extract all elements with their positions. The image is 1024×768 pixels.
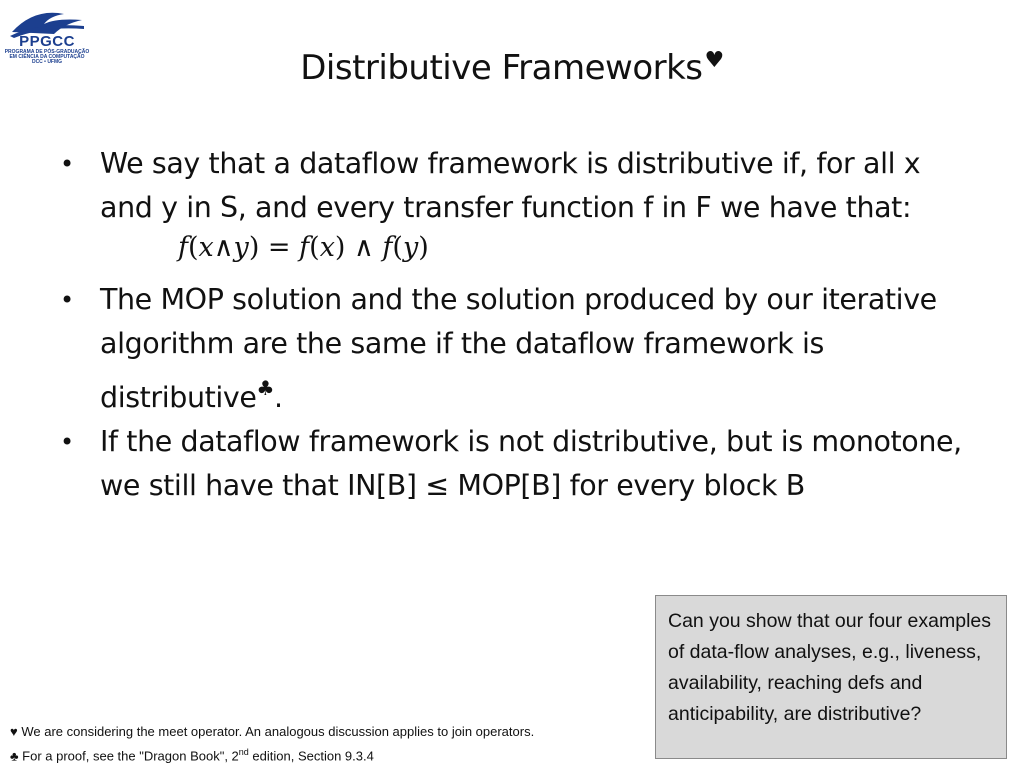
logo-subtitle-line: PROGRAMA DE PÓS-GRADUAÇÃO [4,49,90,55]
bullet-list [58,142,970,508]
bullet-dot-icon: • [60,286,74,314]
footnote-proof [10,742,650,766]
logo-subtitle-line: EM CIÊNCIA DA COMPUTAÇÃO [9,54,85,60]
question-callout [655,595,1007,759]
bullet-dot-icon: • [60,150,74,178]
footnote-superscript: nd [238,747,249,757]
bullet-text: We say that a dataflow framework is distributive if, for all x and y in S, and every transfer function f in F we have that: [100,147,921,224]
footnote-text: For a proof, see the "Dragon Book", 2 [22,748,239,764]
distributivity-formula: f(x∧y) = f(x) ∧ f(y) [178,232,429,263]
bullet-text: If the dataflow framework is not distributive, but is monotone, we still have that IN[B] ≤ MOP[B] for every block B [100,425,962,502]
slide-title [0,48,1024,88]
slide-title-text: Distributive Frameworks [300,48,703,88]
bullet-item [58,278,970,420]
footnote-meet [10,722,650,742]
bullet-dot-icon: • [60,428,74,456]
footnote-text-end: edition, Section 9.3.4 [248,748,374,764]
footnotes [10,722,650,766]
club-icon: ♣ [256,376,275,400]
heart-icon: ♥ [10,724,18,739]
logo-subtitle-line: DCC • UFMG [31,59,63,65]
logo-name: PPGCC [19,33,75,50]
footnote-text: We are considering the meet operator. An analogous discussion applies to join operators. [21,724,535,739]
bullet-item [58,420,970,508]
bullet-item [58,142,970,230]
bullet-text-end: . [274,381,283,414]
bullet-text: The MOP solution and the solution produced by our iterative algorithm are the same if the dataflow framework is distributive [100,283,937,414]
callout-text: Can you show that our four examples of data-flow analyses, e.g., liveness, availability, reaching defs and anticipability, are distributive? [668,610,992,725]
club-icon: ♣ [10,748,19,764]
heart-icon: ♥ [704,48,724,73]
